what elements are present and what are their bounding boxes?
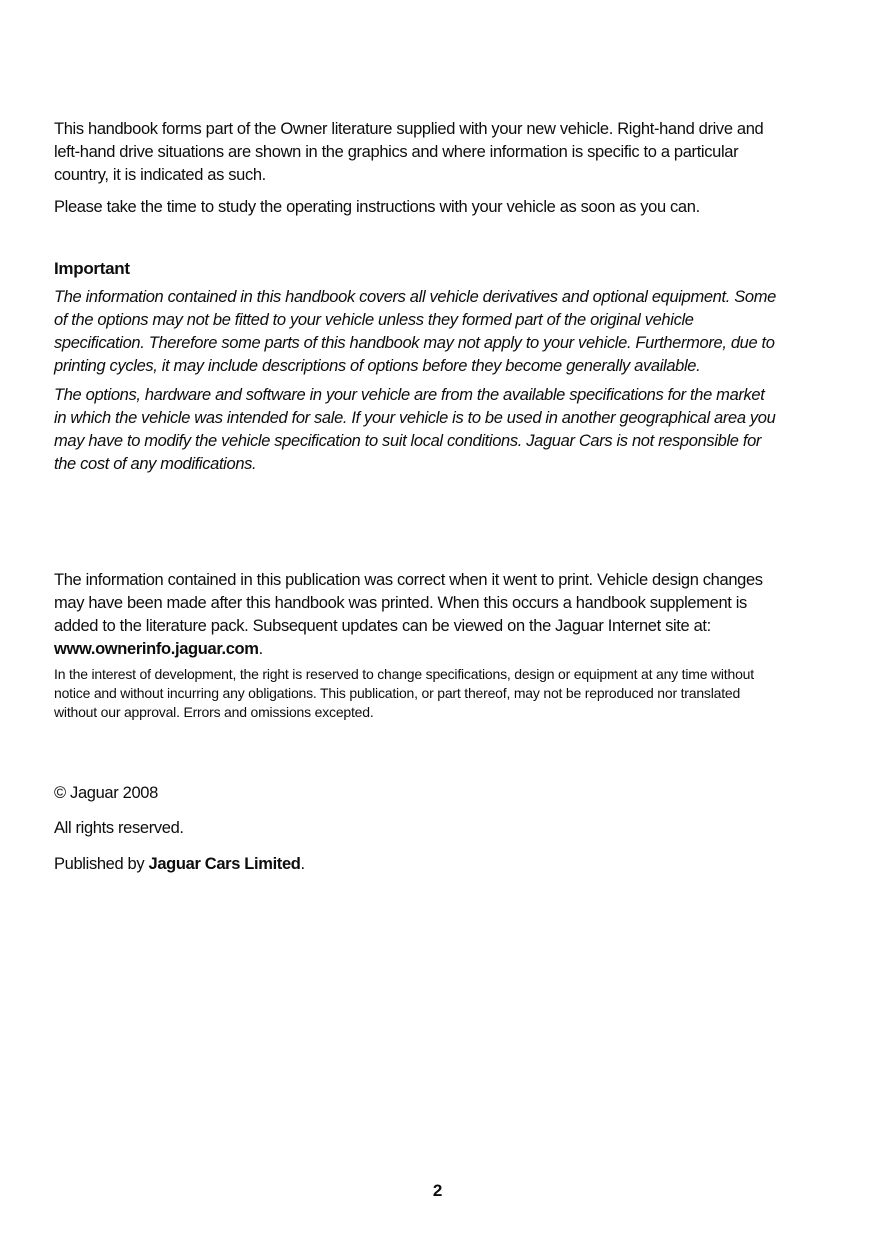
page-number: 2	[432, 1181, 443, 1200]
publication-url: www.ownerinfo.jaguar.com	[54, 640, 259, 658]
publication-paragraph	[54, 569, 776, 661]
important-heading: Important	[54, 259, 130, 278]
published-suffix: .	[300, 855, 305, 873]
published-prefix: Published by	[54, 855, 149, 873]
page-content	[54, 0, 776, 876]
publication-period: .	[258, 640, 263, 658]
published-line	[54, 853, 776, 876]
intro-paragraph-1: This handbook forms part of the Owner literature supplied with your new vehicle. Right-hand drive and left-hand drive situations are shown in the graphics and where information is specific to a particular country, it is indicated as such.	[54, 120, 764, 184]
important-paragraph-2: The options, hardware and software in your vehicle are from the available specifications for the market in which the vehicle was intended for sale. If your vehicle is to be used in another geographical area you may have to modify the vehicle specification to suit local conditions. Jaguar Cars is not responsible for the cost of any modifications.	[54, 386, 776, 473]
legal-paragraph: In the interest of development, the right is reserved to change specifications, design or equipment at any time without notice and without incurring any obligations. This publication, or part thereof, may not be reproduced nor translated without our approval. Errors and omissions excepted.	[54, 666, 754, 720]
copyright-line: © Jaguar 2008	[54, 784, 158, 802]
important-paragraph-1: The information contained in this handbook covers all vehicle derivatives and optional equipment. Some of the options may not be fitted to your vehicle unless they formed part of the original vehicle specification. Therefore some parts of this handbook may not apply to your vehicle. Furthermore, due to printing cycles, it may include descriptions of options before they become generally available.	[54, 288, 776, 375]
intro-paragraph-2: Please take the time to study the operating instructions with your vehicle as soon as you can.	[54, 198, 700, 216]
rights-line: All rights reserved.	[54, 819, 184, 837]
publication-text: The information contained in this publication was correct when it went to print. Vehicle design changes may have been made after this handbook was printed. When this occurs a handbook supplement is added to the literature pack. Subsequent updates can be viewed on the Jaguar Internet site at:	[54, 571, 763, 635]
publisher-name: Jaguar Cars Limited	[148, 855, 301, 873]
